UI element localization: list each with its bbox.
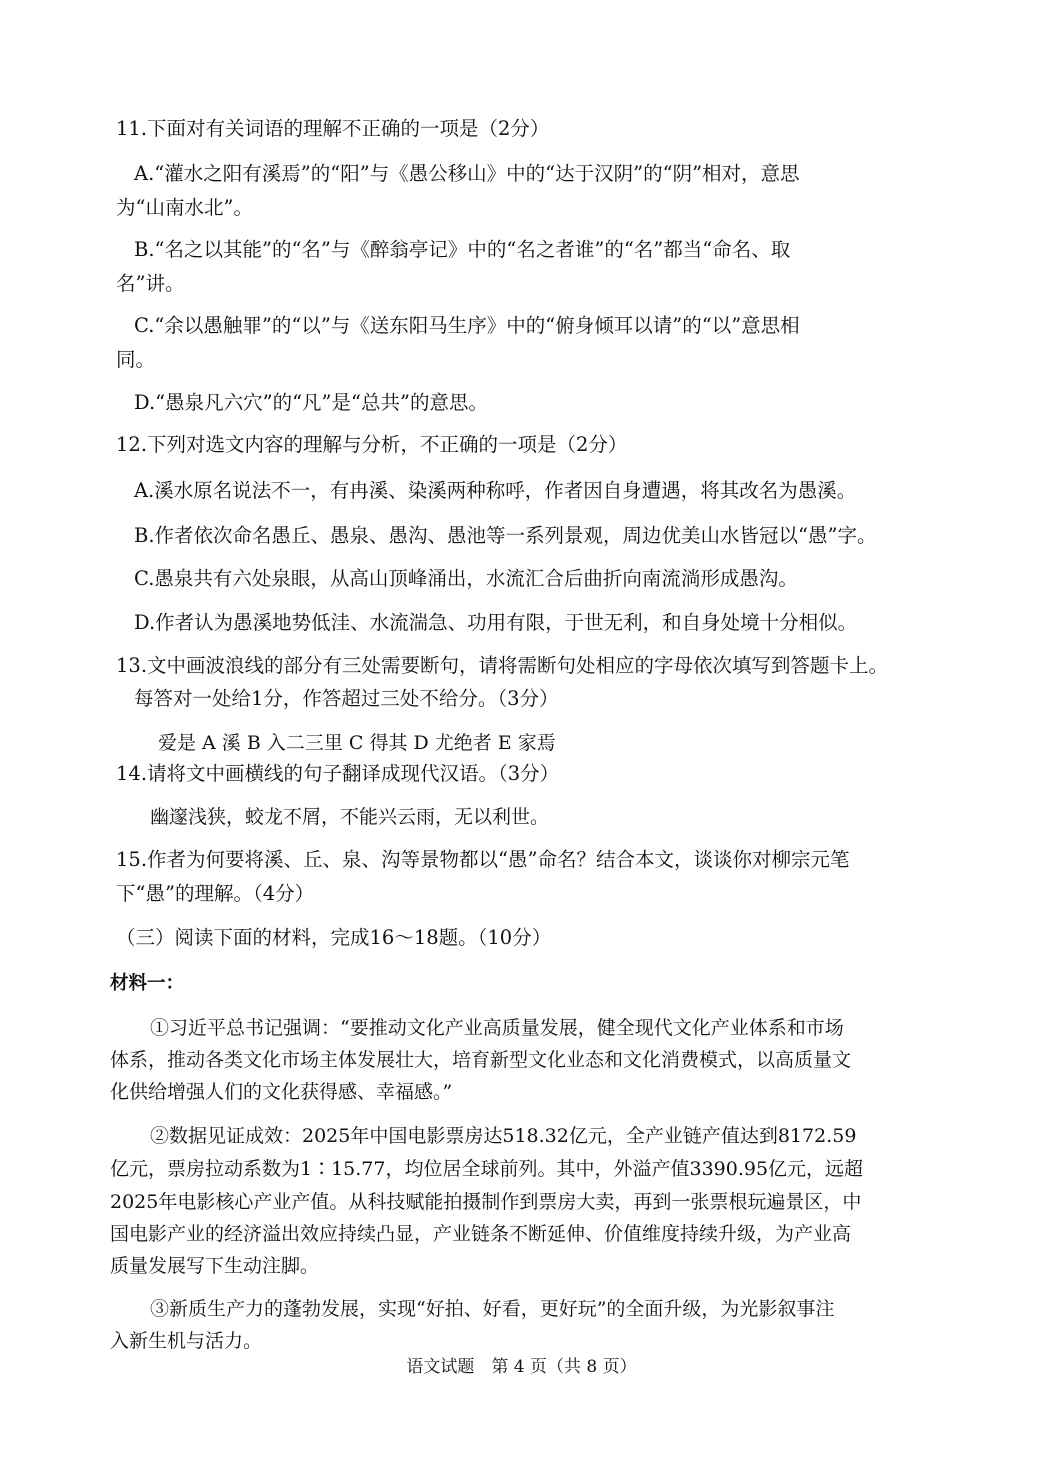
material1-paragraph1-line2: 体系，推动各类文化市场主体发展壮大，培育新型文化业态和文化消费模式，以高质量文 [110,1049,852,1071]
q13-stem-line2: 每答对一处给1分，作答超过三处不给分。（3分） [134,687,559,710]
q11-stem: 11.下面对有关词语的理解不正确的一项是（2分） [116,117,550,140]
material1-paragraph1-line1: ①习近平总书记强调：“要推动文化产业高质量发展，健全现代文化产业体系和市场 [150,1017,844,1039]
material1-paragraph2-line1: ②数据见证成效：2025年中国电影票房达518.32亿元，全产业链产值达到8172.59 [150,1125,857,1147]
material1-paragraph2-line5: 质量发展写下生动注脚。 [110,1255,320,1277]
q12-option-a: A.溪水原名说法不一，有冉溪、染溪两种称呼，作者因自身遭遇，将其改名为愚溪。 [134,479,857,502]
page-footer: 语文试题 第 4 页（共 8 页） [406,1357,637,1377]
material1-paragraph3-line1: ③新质生产力的蓬勃发展，实现“好拍、好看，更好玩”的全面升级，为光影叙事注 [150,1298,835,1320]
section3-heading: （三）阅读下面的材料，完成16～18题。（10分） [116,926,552,949]
material1-paragraph3-line2: 入新生机与活力。 [110,1330,263,1352]
q12-stem: 12.下列对选文内容的理解与分析，不正确的一项是（2分） [116,433,628,456]
material1-title: 材料一： [110,973,185,994]
q11-option-a-line2: 为“山南水北”。 [116,196,253,219]
q11-option-c-line2: 同。 [116,348,156,371]
q11-option-b-line2: 名”讲。 [116,272,185,295]
q15-stem-line2: 下“愚”的理解。（4分） [116,882,315,905]
material1-paragraph2-line2: 亿元，票房拉动系数为1∶15.77，均位居全球前列。其中，外溢产值3390.95亿元，远超 [110,1158,864,1180]
q11-option-d: D.“愚泉凡六穴”的“凡”是“总共”的意思。 [134,391,488,414]
material1-paragraph2-line3: 2025年电影核心产业产值。从科技赋能拍摄制作到票房大卖，再到一张票根玩遍景区，中 [110,1191,862,1213]
q11-option-a-line1: A.“灌水之阳有溪焉”的“阳”与《愚公移山》中的“达于汉阴”的“阴”相对，意思 [134,162,800,185]
material1-paragraph1-line3: 化供给增强人们的文化获得感、幸福感。” [110,1081,453,1103]
q12-option-b: B.作者依次命名愚丘、愚泉、愚沟、愚池等一系列景观，周边优美山水皆冠以“愚”字。 [134,524,877,547]
q14-sentence: 幽邃浅狭，蛟龙不屑，不能兴云雨，无以利世。 [150,806,550,828]
q12-option-c: C.愚泉共有六处泉眼，从高山顶峰涌出，水流汇合后曲折向南流淌形成愚沟。 [134,567,798,590]
q15-stem-line1: 15.作者为何要将溪、丘、泉、沟等景物都以“愚”命名？结合本文，谈谈你对柳宗元笔 [116,848,850,871]
material1-paragraph2-line4: 国电影产业的经济溢出效应持续凸显，产业链条不断延伸、价值维度持续升级，为产业高 [110,1223,852,1245]
q11-option-c-line1: C.“余以愚触罪”的“以”与《送东阳马生序》中的“俯身倾耳以请”的“以”意思相 [134,314,800,337]
q12-option-d: D.作者认为愚溪地势低洼、水流湍急、功用有限，于世无利，和自身处境十分相似。 [134,611,858,634]
q13-sentence: 爱是 A 溪 B 入二三里 C 得其 D 尤绝者 E 家焉 [158,732,556,754]
q13-stem-line1: 13.文中画波浪线的部分有三处需要断句，请将需断句处相应的字母依次填写到答题卡上。 [116,654,889,677]
q11-option-b-line1: B.“名之以其能”的“名”与《醉翁亭记》中的“名之者谁”的“名”都当“命名、取 [134,238,791,261]
q14-stem: 14.请将文中画横线的句子翻译成现代汉语。（3分） [116,762,560,785]
